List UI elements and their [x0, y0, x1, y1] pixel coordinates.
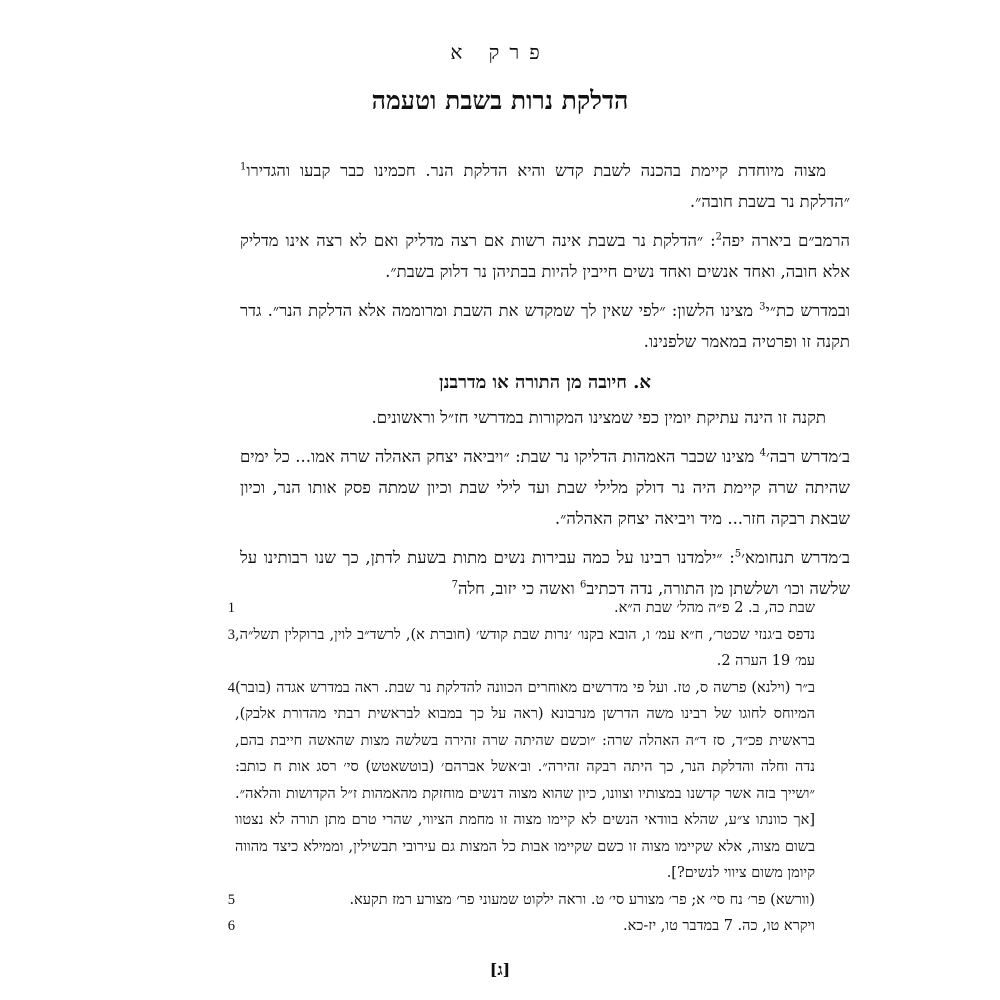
footnote-number: 4: [227, 679, 235, 696]
page-number: [ג]: [489, 960, 511, 979]
text-run: מצוה מיוחדת קיימת בהכנה לשבת קדש והיא הדלקת הנר. חכמינו כבר קבעו והגדירו: [246, 161, 826, 180]
footnote-ref: 7: [451, 579, 458, 591]
text-run: : ״הדלקת נר בשבת אינה רשות אם רצה מדליק ואם לא רצה אינו מדליק אלא חובה, ואחד אנשים ואחד נשים חייבין להיות בבתיהן נר דלוק בשבת״.: [240, 231, 850, 281]
footnote-text: נדפס ב׳גנזי שכטר׳, ח״א עמ׳ ו, הובא בקנו׳ ׳נרות שבת קודש׳ (חוברת א), לרשד״ב לוין, ברוקלין תשל״ה, עמ׳ 19 הערה 2.: [235, 626, 815, 669]
main-text: [240, 155, 850, 612]
footnote: [185, 675, 815, 887]
text-run: מצינו שכבר האמהות הדליקו נר שבת: ״ויביאה יצחק האהלה שרה אמו... כל ימים שהיתה שרה קיימת היה נר דולק מלילי שבת ועד לילי שבת וכיון שמתה פסק אותו הנר, וכיון שבאת רבקה חזר... מיד ויביאה יצחק האהלה״.: [240, 447, 850, 528]
page-title: הדלקת נרות בשבת וטעמה: [371, 86, 629, 115]
text-run: ״הדלקת נר בשבת חובה״.: [689, 192, 850, 211]
intro-paragraph-1: [240, 155, 850, 217]
text-run: ב׳מדרש רבה׳: [766, 447, 850, 466]
footnotes: [185, 595, 815, 940]
footnote-ref: 6: [579, 579, 587, 591]
footnote-number: 3: [227, 626, 235, 643]
text-run: ב׳מדרש תנחומא׳: [741, 548, 850, 567]
chapter-heading: פרק א: [450, 40, 550, 64]
text-run: : ״ילמדנו רבינו על כמה עבירות נשים מתות בשעת לדתן, כך שנו רבותינו על שלשה וכו׳ ושלשתן מן התורה, נדה דכתיב: [240, 548, 850, 598]
footnote-text: ויקרא טו, כה. 7 במדבר טו, יז-כא.: [623, 918, 815, 934]
section-heading: א. חיובה מן התורה או מדרבנן: [438, 372, 651, 393]
footnote-number: 6: [227, 918, 235, 934]
footnote: [185, 622, 815, 675]
footnote: [185, 595, 815, 622]
text-run: מצינו הלשון: ״לפי שאין לך שמקדש את השבת ומרוממה אלא הדלקת הנר״. גדר תקנה זו ופרטיה במאמר שלפנינו.: [240, 301, 850, 351]
footnote-ref: 4: [759, 447, 766, 459]
footnote-text: שבת כה, ב. 2 פ״ה מהל׳ שבת ה״א.: [613, 600, 815, 616]
footnote-text: ב״ר (וילנא) פרשה ס, טז. ועל פי מדרשים מאוחרים הכוונה להדלקת נר שבת. ראה במדרש אגדה (בובר) המיוחס לחוגו של רבינו משה הדרשן מנרבונא (ראה על כך במבוא לבראשית רבתי מהדורת אלבק), בראשית פכ״ד, סז ד״ה האהלה שרה: ״וכשם שהיתה שרה זהירה בשלשה מצות שהאשה חייבת בהם, נדה וחלה והדלקת הנר, כך היתה רבקה זהירה״. וב׳אשל אברהם׳ (בוטשאטש) סי׳ רסג אות ח כותב: ״ושייך בזה אשר קדשנו במצותיו וצוונו, כיון שהוא מצוה דנשים מוחזקת מהאמהות ז״ל הקדושות והלאה״. [אך כוונתו צ״ע, שהלא בוודאי הנשים לא קיימו מצוה זו מחמת הציווי, שהרי טרם מתן תורה לא נצטוו בשום מצוה, אלא שקיימו מצוה זו כשם שקיימו אבות כל המצות גם עירובי תבשילין, וממילא כיצד מהווה קיומן משום ציווי לנשים?].: [235, 679, 815, 881]
footnote-number: 1: [227, 600, 235, 616]
footnote: [185, 913, 815, 940]
text-run: ואשה כי יזוב, חלה: [457, 579, 580, 598]
footnote-ref: 1: [240, 161, 247, 173]
text-run: ובמדרש כת״י: [765, 301, 850, 320]
footnote-ref: 3: [759, 301, 766, 313]
intro-paragraph-3: [240, 295, 850, 357]
footnote: [185, 887, 815, 914]
text-run: הרמב״ם ביארה יפה: [722, 231, 850, 250]
footnote-ref: 5: [734, 548, 742, 560]
section-paragraph-1: תקנה זו הינה עתיקת יומין כפי שמצינו המקורות במדרשי חז״ל וראשונים.: [371, 408, 826, 427]
footnote-text: (וורשא) פר׳ נח סי׳ א; פר׳ מצורע סי׳ ט. וראה ילקוט שמעוני פר׳ מצורע רמז תקעא.: [349, 891, 815, 908]
footnote-number: 5: [227, 891, 235, 908]
intro-paragraph-2: [240, 225, 850, 287]
footnote-ref: 2: [715, 231, 723, 243]
section-paragraph-2: [240, 441, 850, 534]
